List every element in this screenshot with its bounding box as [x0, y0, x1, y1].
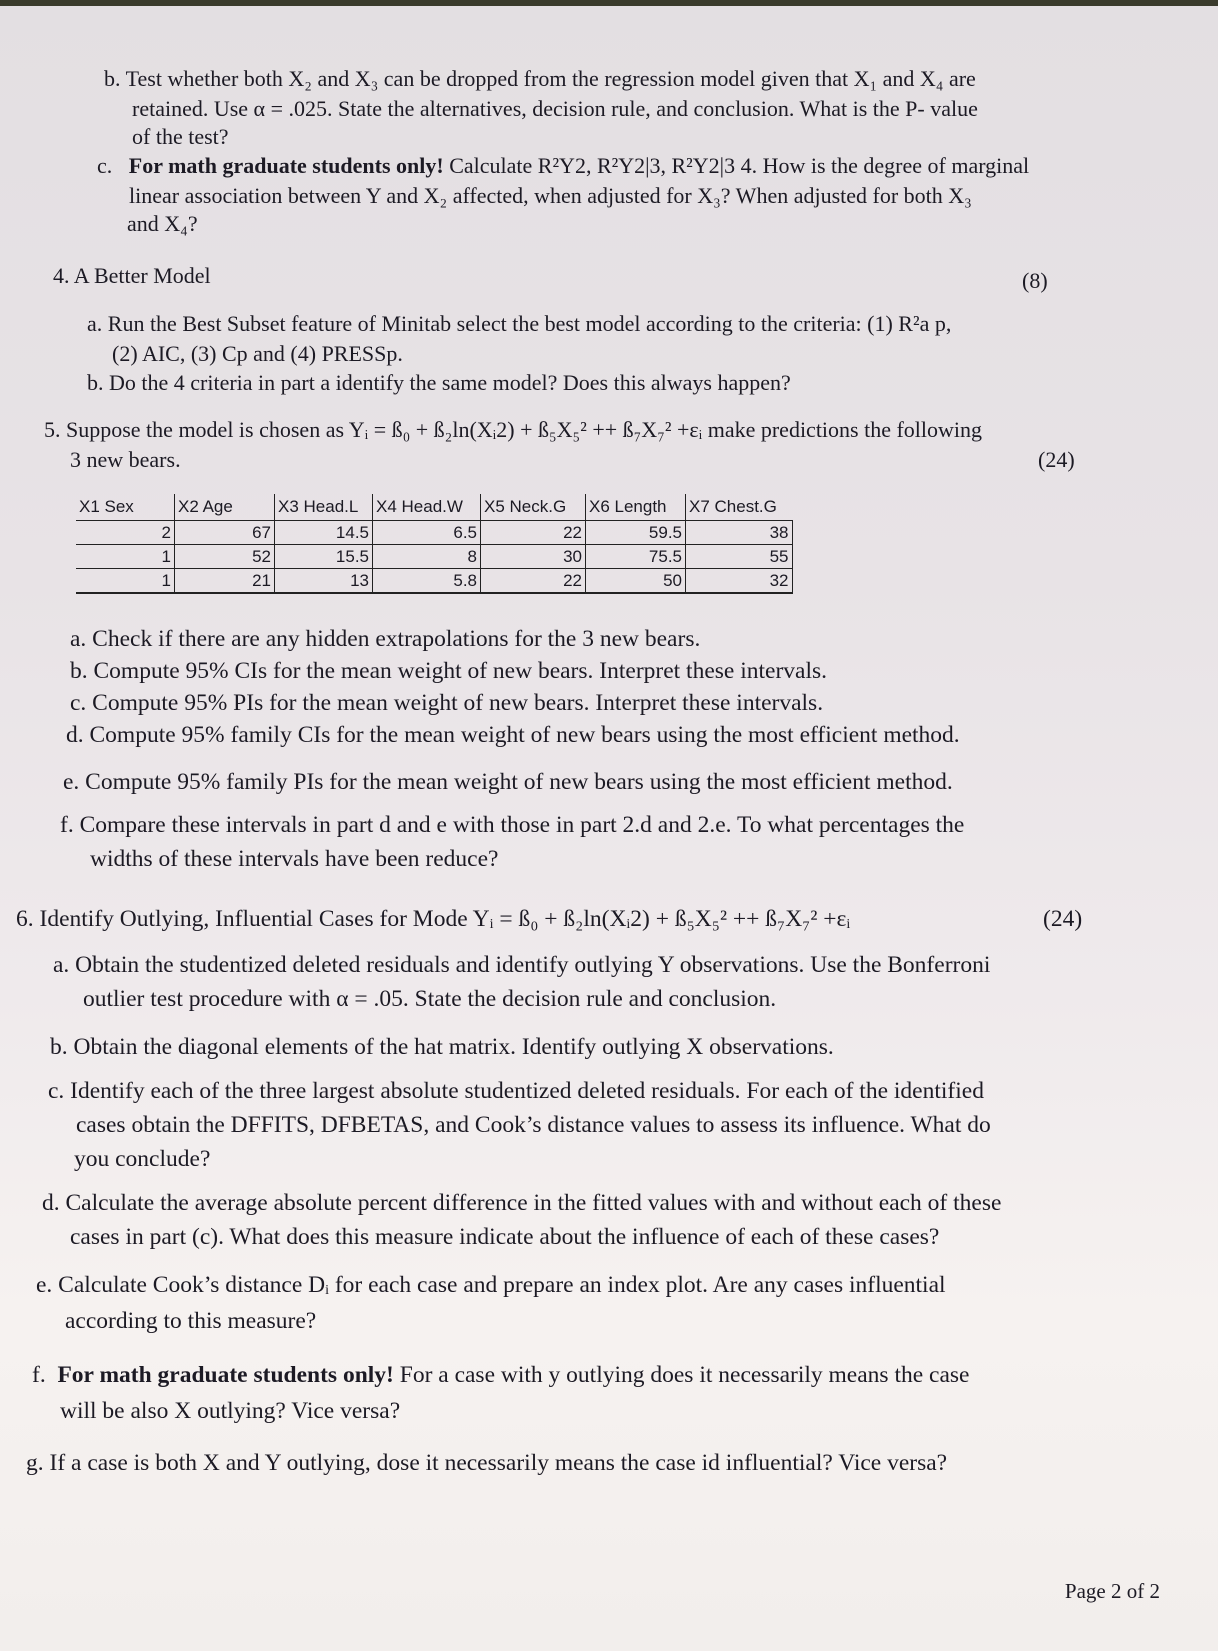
col-header: X6 Length — [586, 494, 686, 521]
table-cell: 6.5 — [373, 521, 481, 545]
q5-b: b. Compute 95% CIs for the mean weight of new bears. Interpret these intervals. — [70, 658, 828, 684]
q6-title: 6. Identify Outlying, Influential Cases for Mode Yᵢ = ß₀ + ß₂ln(Xᵢ2) + ß₅X₅² ++ ß₇X₇² +εᵢ — [16, 906, 851, 932]
q4-title: 4. A Better Model — [53, 263, 211, 288]
bears-table — [76, 494, 793, 594]
q4-b: b. Do the 4 criteria in part a identify the same model? Does this always happen? — [87, 370, 791, 395]
q6-f-line1 — [32, 1360, 969, 1391]
q3-b-line2: retained. Use α = .025. State the alternatives, decision rule, and conclusion. What is the P- value — [132, 96, 978, 121]
table-cell: 21 — [175, 569, 275, 594]
table-header-row — [76, 494, 792, 521]
q3-b-line1: b. Test whether both X₂ and X₃ can be dropped from the regression model given that X₁ and X₄ are — [104, 66, 976, 91]
q6-f-bold: For math graduate students only! — [57, 1362, 394, 1388]
page-number: Page 2 of 2 — [1064, 1579, 1160, 1603]
q6-c-line3: you conclude? — [74, 1146, 211, 1172]
q3-b-line3: of the test? — [132, 124, 229, 149]
q3-c-line3: and X₄? — [127, 211, 198, 236]
table-cell: 52 — [175, 545, 275, 569]
q3-c-rest: Calculate R²Y2, R²Y2|3, R²Y2|3 4. How is the degree of marginal — [443, 153, 1030, 178]
q4-points: (8) — [1022, 268, 1048, 293]
q6-e-line2: according to this measure? — [65, 1308, 317, 1334]
table-cell: 1 — [76, 545, 175, 569]
col-header: X1 Sex — [79, 497, 134, 516]
table-cell: 59.5 — [586, 521, 686, 545]
q3-c-line2: linear association between Y and X₂ affected, when adjusted for X₃? When adjusted for both X₃ — [129, 183, 972, 208]
q6-a-line1: a. Obtain the studentized deleted residuals and identify outlying Y observations. Use the Bonferroni — [53, 952, 991, 978]
table-cell: 22 — [481, 569, 586, 594]
photo-top-edge — [0, 0, 1218, 6]
q6-c-line2: cases obtain the DFFITS, DFBETAS, and Cook’s distance values to assess its influence. What do — [76, 1112, 991, 1138]
table-row — [76, 521, 792, 545]
q6-g: g. If a case is both X and Y outlying, dose it necessarily means the case id influential? Vice versa? — [26, 1450, 948, 1476]
table-cell: 38 — [686, 521, 793, 545]
table-cell: 32 — [686, 569, 793, 594]
table-cell: 1 — [76, 569, 175, 594]
q5-e: e. Compute 95% family PIs for the mean weight of new bears using the most efficient method. — [63, 769, 953, 795]
q3-c-line1 — [97, 150, 1029, 181]
col-header: X2 Age — [175, 494, 275, 521]
q5-points: (24) — [1038, 447, 1075, 472]
q6-points: (24) — [1043, 906, 1083, 932]
q6-c-line1: c. Identify each of the three largest absolute studentized deleted residuals. For each of the identified — [48, 1078, 984, 1104]
q4-a-line1: a. Run the Best Subset feature of Minitab select the best model according to the criteria: (1) R²a p, — [87, 311, 952, 336]
table-cell: 30 — [481, 545, 586, 569]
q5-f-line1: f. Compare these intervals in part d and e with those in part 2.d and 2.e. To what percentages the — [60, 812, 965, 838]
q6-f-rest: For a case with y outlying does it necessarily means the case — [393, 1362, 970, 1388]
q6-b: b. Obtain the diagonal elements of the hat matrix. Identify outlying X observations. — [50, 1034, 834, 1060]
q6-d-line2: cases in part (c). What does this measure indicate about the influence of each of these cases? — [70, 1224, 940, 1250]
q6-f-line2: will be also X outlying? Vice versa? — [60, 1398, 401, 1424]
q6-e-line1: e. Calculate Cook’s distance Dᵢ for each case and prepare an index plot. Are any cases influential — [36, 1272, 946, 1298]
q6-d-line1: d. Calculate the average absolute percent difference in the fitted values with and without each of these — [42, 1190, 1002, 1216]
col-header: X4 Head.W — [373, 494, 481, 521]
q5-f-line2: widths of these intervals have been reduce? — [90, 846, 499, 872]
q5-c: c. Compute 95% PIs for the mean weight of new bears. Interpret these intervals. — [70, 690, 824, 716]
table-cell: 5.8 — [373, 569, 481, 594]
table-row — [76, 569, 792, 594]
table-cell: 75.5 — [586, 545, 686, 569]
q6-f-prefix: f. — [32, 1362, 46, 1388]
table-cell: 15.5 — [275, 545, 373, 569]
table-cell: 50 — [586, 569, 686, 594]
table-cell: 67 — [175, 521, 275, 545]
q5-d: d. Compute 95% family CIs for the mean weight of new bears using the most efficient method. — [66, 722, 960, 748]
q4-a-line2: (2) AIC, (3) Cp and (4) PRESSp. — [112, 341, 403, 366]
table-cell: 8 — [373, 545, 481, 569]
q3-c-prefix: c. — [97, 153, 113, 178]
col-header: X5 Neck.G — [481, 494, 586, 521]
table-cell: 2 — [76, 521, 175, 545]
q3-c-bold: For math graduate students only! — [128, 153, 444, 178]
col-header: X7 Chest.G — [686, 494, 793, 521]
table-cell: 55 — [686, 545, 793, 569]
col-header: X3 Head.L — [275, 494, 373, 521]
q6-a-line2: outlier test procedure with α = .05. State the decision rule and conclusion. — [83, 986, 777, 1012]
table-cell: 14.5 — [275, 521, 373, 545]
q5-line2: 3 new bears. — [70, 447, 181, 472]
q5-line1: 5. Suppose the model is chosen as Yᵢ = ß₀ + ß₂ln(Xᵢ2) + ß₅X₅² ++ ß₇X₇² +εᵢ make predictions the following — [44, 417, 983, 442]
q5-a: a. Check if there are any hidden extrapolations for the 3 new bears. — [70, 626, 701, 652]
table-cell: 22 — [481, 521, 586, 545]
table-cell: 13 — [275, 569, 373, 594]
table-row — [76, 545, 792, 569]
